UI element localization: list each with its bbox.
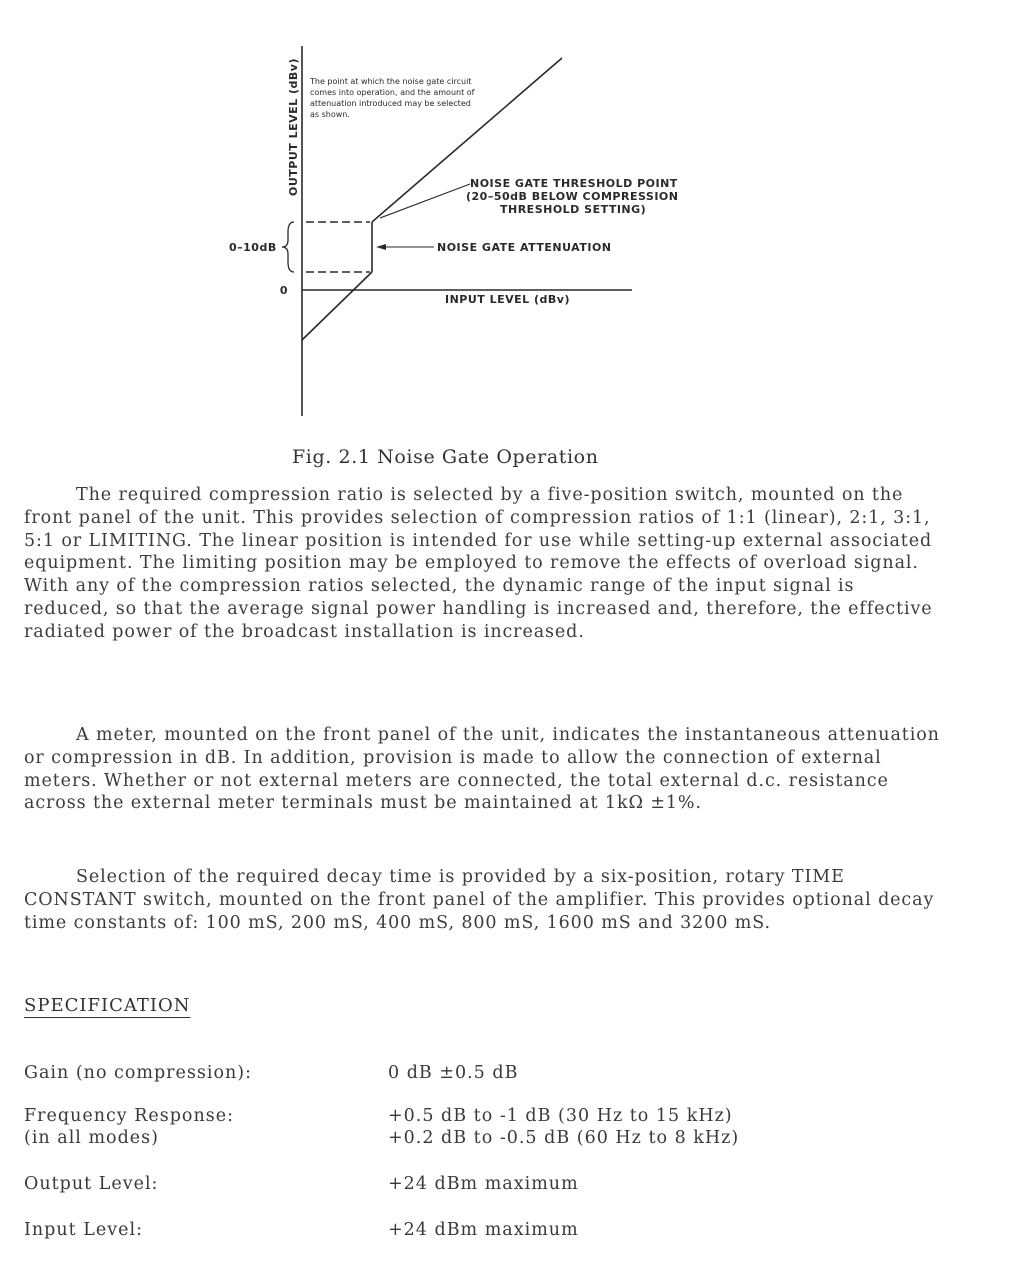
spec-label	[24, 1173, 158, 1195]
spec-label-text: Input Level:	[24, 1220, 143, 1240]
spec-value	[388, 1219, 579, 1241]
spec-value	[388, 1062, 518, 1084]
spec-label	[24, 1219, 143, 1241]
paragraph-time-constant	[24, 866, 944, 934]
spec-value-text: +24 dBm maximum	[388, 1220, 579, 1240]
paragraph-meter	[24, 724, 944, 815]
annotation-line-3: attenuation introduced may be selected	[310, 99, 471, 108]
spec-value	[388, 1105, 739, 1149]
range-label: 0–10dB	[229, 241, 277, 254]
range-brace	[282, 222, 294, 272]
threshold-label-line-3: THRESHOLD SETTING)	[500, 203, 647, 216]
annotation-line-1: The point at which the noise gate circuit	[310, 77, 472, 86]
y-axis-label: OUTPUT LEVEL (dBv)	[287, 58, 300, 196]
threshold-label-line-2: (20–50dB BELOW COMPRESSION	[466, 190, 679, 203]
annotation-line-2: comes into operation, and the amount of	[310, 88, 475, 97]
spec-value-text: +0.2 dB to -0.5 dB (60 Hz to 8 kHz)	[388, 1128, 740, 1148]
spec-label	[24, 1062, 252, 1084]
spec-value-text: +0.5 dB to -1 dB (30 Hz to 15 kHz)	[388, 1106, 733, 1126]
spec-value	[388, 1173, 579, 1195]
zero-label: 0	[279, 284, 289, 297]
spec-value-text: +24 dBm maximum	[388, 1174, 579, 1194]
attenuation-label: NOISE GATE ATTENUATION	[437, 241, 612, 254]
spec-label-text: Output Level:	[24, 1174, 159, 1194]
lower-transfer-line	[302, 272, 372, 340]
spec-label-subtext: (in all modes)	[24, 1128, 159, 1148]
spec-label-text: Gain (no compression):	[24, 1063, 252, 1083]
paragraph-text: A meter, mounted on the front panel of the unit, indicates the instantaneous attenuation or compression in dB. In addition, provision is made to allow the connection of external meters. Whether or not external meters are connected, the total external d.c. resistance across the external meter terminals must be maintained at 1kΩ ±1%.	[24, 725, 940, 814]
annotation-line-4: as shown.	[310, 110, 350, 119]
threshold-label-line-1: NOISE GATE THRESHOLD POINT	[470, 177, 678, 190]
spec-label-text: Frequency Response:	[24, 1106, 234, 1126]
x-axis-label: INPUT LEVEL (dBv)	[445, 293, 570, 306]
figure-caption: Fig. 2.1 Noise Gate Operation	[292, 446, 599, 468]
threshold-leader-line	[380, 184, 470, 218]
attenuation-arrowhead	[376, 244, 386, 250]
paragraph-compression-ratio	[24, 484, 944, 644]
paragraph-text: Selection of the required decay time is provided by a six-position, rotary TIME CONSTANT switch, mounted on the front panel of the amplifier. This provides optional decay time constants of: 100 mS, 200 mS, 400 mS, 800 mS, 1600 mS and 3200 mS.	[24, 867, 935, 933]
paragraph-text: The required compression ratio is selected by a five-position switch, mounted on the front panel of the unit. This provides selection of compression ratios of 1:1 (linear), 2:1, 3:1, 5:1 or LIMITING. The linear position is intended for use while setting-up external associated equipment. The limiting position may be employed to remove the effects of overload signal. With any of the compression ratios selected, the dynamic range of the input signal is reduced, so that the average signal power handling is increased and, therefore, the effective radiated power of the broadcast installation is increased.	[24, 485, 933, 642]
spec-label	[24, 1105, 234, 1149]
noise-gate-diagram	[0, 0, 1021, 440]
spec-value-text: 0 dB ±0.5 dB	[388, 1063, 519, 1083]
specification-heading: SPECIFICATION	[24, 995, 191, 1016]
